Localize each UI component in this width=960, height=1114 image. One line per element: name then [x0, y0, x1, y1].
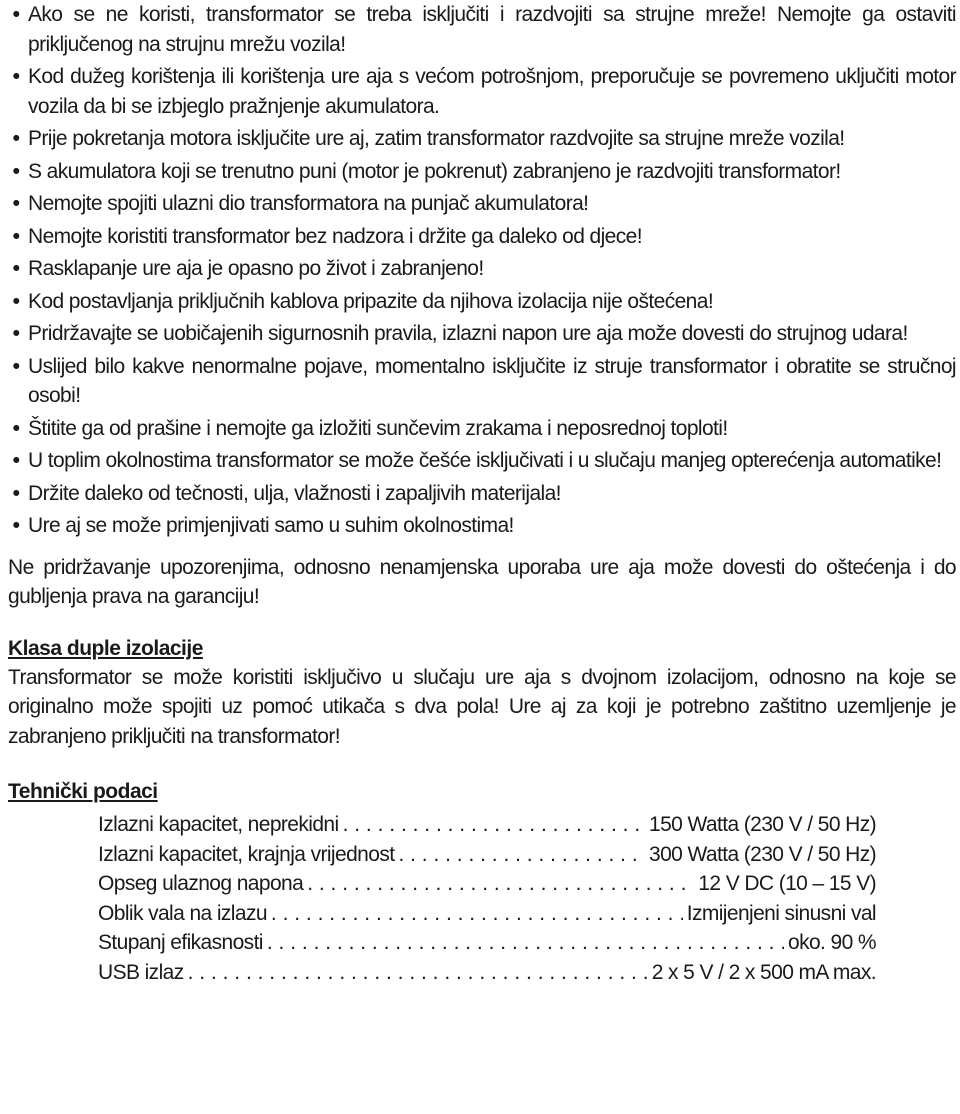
bullet-text: S akumulatora koji se trenutno puni (motor je pokrenut) zabranjeno je razdvojiti transformator!: [28, 159, 841, 183]
list-item: [8, 189, 956, 219]
bullet-text: Nemojte spojiti ulazni dio transformatora na punjač akumulatora!: [28, 192, 589, 215]
spec-row: [98, 840, 876, 870]
warranty-warning: Ne pridržavanje upozorenjima, odnosno nenamjenska uporaba ure aja može dovesti do oštećenja i do gubljenja prava na garanciju!: [8, 555, 956, 608]
list-item: [8, 352, 956, 411]
spec-row: [98, 899, 876, 929]
dot-leader: [307, 869, 694, 899]
bullet-text: Ako se ne koristi, transformator se treba isključiti i razdvojiti sa strujne mreže! Nemojte ga ostaviti priključenog na strujnu mrežu vozila!: [28, 3, 956, 56]
bullet-text: U toplim okolnostima transformator se može češće isključivati i u slučaju manjeg opterećenja automatike!: [28, 449, 942, 472]
spec-row: [98, 928, 876, 958]
bullet-icon: •: [12, 449, 20, 472]
list-item: [8, 124, 956, 154]
section-body: Transformator se može koristiti isključivo u slučaju ure aja s dvojnom izolacijom, odnosno na koje se originalno može spojiti uz pomoć utikača s dva pola! Ure aj za koji je potrebno zaštitno uzemljenje je zabranjeno priključiti na transformator!: [8, 665, 956, 748]
spec-value: 12 V DC (10 – 15 V): [698, 872, 876, 895]
list-item: [8, 0, 956, 59]
bullet-icon: •: [12, 354, 20, 378]
bullet-text: Pridržavajte se uobičajenih sigurnosnih pravila, izlazni napon ure aja može dovesti do strujnog udara!: [28, 322, 908, 345]
list-item: [8, 414, 956, 444]
spec-value: 150 Watta (230 V / 50 Hz): [648, 813, 876, 836]
spec-label: Opseg ulaznog napona: [98, 872, 304, 895]
bullet-icon: •: [12, 416, 20, 440]
list-item: [8, 319, 956, 349]
spec-label: Stupanj efikasnosti: [98, 931, 263, 954]
list-item: [8, 254, 956, 284]
bullet-icon: •: [12, 3, 20, 26]
bullet-icon: •: [12, 224, 20, 248]
spec-value: 2 x 5 V / 2 x 500 mA max.: [651, 960, 876, 984]
spec-label: Oblik vala na izlazu: [98, 901, 267, 925]
list-item: [8, 157, 956, 187]
bullet-text: Uslijed bilo kakve nenormalne pojave, momentalno isključite iz struje transformator i obratite se stručnoj osobi!: [28, 354, 956, 407]
dot-leader: [343, 810, 645, 840]
bullet-text: Kod dužeg korištenja ili korištenja ure aja s većom potrošnjom, preporučuje se povremeno uključiti motor vozila da bi se izbjeglo pražnjenje akumulatora.: [28, 65, 956, 118]
list-item: [8, 511, 956, 541]
spec-label: USB izlaz: [98, 960, 184, 984]
spec-row: [98, 810, 876, 840]
bullet-icon: •: [12, 322, 20, 345]
bullet-icon: •: [12, 481, 20, 505]
bullet-text: Rasklapanje ure aja je opasno po život i zabranjeno!: [28, 257, 484, 280]
bullet-icon: •: [12, 65, 20, 88]
bullet-text: Štitite ga od prašine i nemojte ga izložiti sunčevim zrakama i neposrednoj toploti!: [28, 416, 728, 440]
technical-section: [8, 751, 956, 987]
bullet-icon: •: [12, 192, 20, 215]
bullet-icon: •: [12, 257, 20, 280]
list-item: [8, 446, 956, 476]
bullet-icon: •: [12, 159, 20, 183]
list-item: [8, 287, 956, 317]
section-heading: Tehnički podaci: [8, 780, 158, 803]
dot-leader: [271, 899, 683, 929]
bullet-text: Prije pokretanja motora isključite ure aj, zatim transformator razdvojite sa strujne mreže vozila!: [28, 127, 845, 150]
bullet-text: Kod postavljanja priključnih kablova pripazite da njihova izolacija nije oštećena!: [28, 289, 714, 313]
bullet-text: Nemojte koristiti transformator bez nadzora i držite ga daleko od djece!: [28, 224, 642, 248]
list-item: [8, 479, 956, 509]
spec-value: oko. 90 %: [788, 931, 876, 954]
spec-table: [98, 810, 876, 987]
list-item: [8, 222, 956, 252]
spec-value: 300 Watta (230 V / 50 Hz): [648, 842, 876, 866]
double-insulation-section: [8, 612, 956, 752]
section-heading: Klasa duple izolacije: [8, 636, 203, 660]
spec-value: Izmijenjeni sinusni val: [686, 901, 876, 925]
list-item: [8, 62, 956, 121]
spec-row: [98, 869, 876, 899]
dot-leader: [398, 840, 645, 870]
bullet-icon: •: [12, 289, 20, 313]
bullet-text: Držite daleko od tečnosti, ulja, vlažnosti i zapaljivih materijala!: [28, 481, 561, 505]
bullet-icon: •: [12, 514, 20, 537]
spec-label: Izlazni kapacitet, krajnja vrijednost: [98, 842, 395, 866]
spec-label: Izlazni kapacitet, neprekidni: [98, 813, 339, 836]
dot-leader: [267, 928, 784, 958]
spec-row: [98, 958, 876, 988]
dot-leader: [188, 958, 648, 988]
bullet-icon: •: [12, 127, 20, 150]
bullet-text: Ure aj se može primjenjivati samo u suhim okolnostima!: [28, 514, 514, 537]
safety-bullet-list: [8, 0, 956, 541]
